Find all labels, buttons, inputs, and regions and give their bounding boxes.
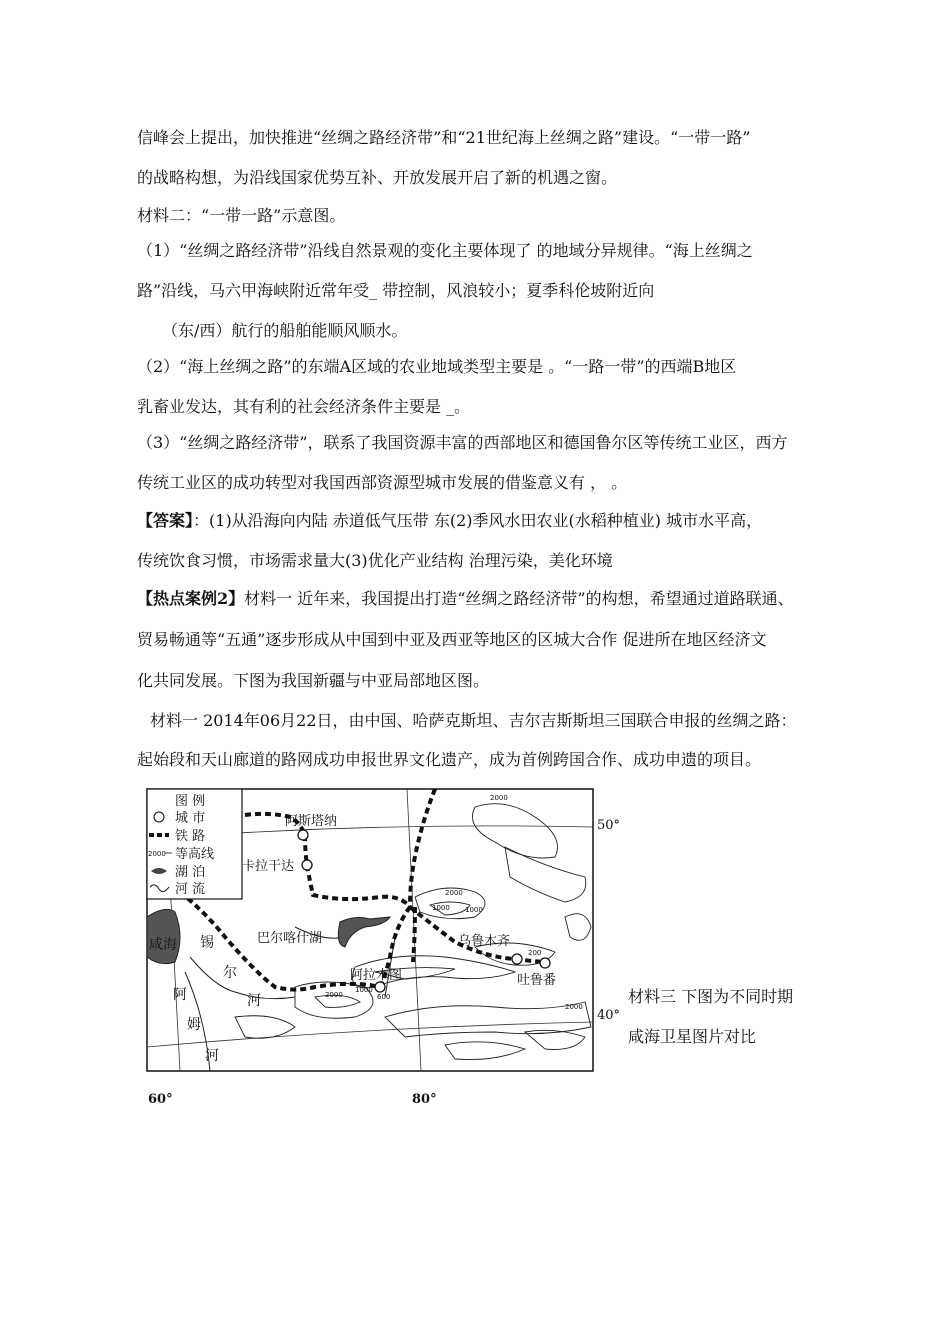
legend-rail-label: 铁 路 bbox=[175, 829, 206, 844]
label-amu-3: 河 bbox=[205, 1048, 219, 1064]
question-2-line-1: （2）“海上丝绸之路”的东端A区域的农业地域类型主要是 。“一路一带”的西端B地区 bbox=[137, 357, 737, 376]
legend-lake-label: 湖 泊 bbox=[175, 865, 206, 880]
label-syr-1: 锡 bbox=[200, 935, 214, 951]
question-1-line-1: （1）“丝绸之路经济带”沿线自然景观的变化主要体现了 的地域分异规律。“海上丝绸之 bbox=[137, 241, 753, 260]
case-line-2: 贸易畅通等“五通”逐步形成从中国到中亚及西亚等地区的区城大合作 促进所在地区经济文 bbox=[137, 630, 767, 649]
lon-60-label: 60° bbox=[148, 1092, 173, 1107]
question-3-line-2: 传统工业区的成功转型对我国西部资源型城市发展的借鉴意义有 ， 。 bbox=[137, 473, 628, 492]
label-amu-2: 姆 bbox=[187, 1017, 201, 1033]
case-text: 材料一 近年来，我国提出打造“丝绸之路经济带”的构想，希望通过道路联通、 bbox=[244, 589, 794, 608]
legend-river-label: 河 流 bbox=[175, 882, 206, 897]
silk-road-map bbox=[145, 787, 595, 1087]
svg-text:200: 200 bbox=[528, 949, 542, 957]
label-aral-sea: 咸海 bbox=[149, 937, 177, 953]
question-2-line-2: 乳畜业发达，其有利的社会经济条件主要是 _。 bbox=[137, 397, 471, 416]
city-urumqi bbox=[512, 954, 522, 964]
label-syr-2: 尔 bbox=[223, 965, 237, 981]
label-syr-3: 河 bbox=[247, 993, 261, 1009]
svg-text:600: 600 bbox=[377, 993, 391, 1001]
label-astana: 阿斯塔纳 bbox=[285, 814, 338, 829]
side-caption-2: 咸海卫星图片对比 bbox=[628, 1027, 757, 1046]
balkhash-lake bbox=[338, 917, 390, 947]
city-karaganda bbox=[302, 860, 312, 870]
legend-city-icon bbox=[154, 812, 164, 822]
city-astana bbox=[298, 830, 308, 840]
label-balkhash: 巴尔喀什湖 bbox=[257, 931, 323, 946]
city-almaty bbox=[375, 982, 385, 992]
side-caption-1: 材料三 下图为不同时期 bbox=[628, 987, 794, 1006]
para-line-3: 材料二：“一带一路”示意图。 bbox=[137, 206, 346, 225]
svg-text:1000: 1000 bbox=[465, 906, 483, 914]
svg-text:1000: 1000 bbox=[432, 904, 450, 912]
label-turpan: 吐鲁番 bbox=[517, 973, 557, 988]
label-amu-1: 阿 bbox=[173, 987, 187, 1003]
svg-text:2000: 2000 bbox=[490, 794, 508, 802]
svg-text:2000: 2000 bbox=[325, 991, 343, 999]
lat-50-label-outer: 50° bbox=[597, 818, 621, 833]
material-line-2: 起始段和天山廊道的路网成功申报世界文化遗产，成为首例跨国合作、成功申遗的项目。 bbox=[137, 750, 762, 769]
legend-contour-sample: 2000 bbox=[148, 850, 166, 858]
label-karaganda: 卡拉干达 bbox=[242, 859, 295, 874]
svg-text:2000: 2000 bbox=[565, 1003, 583, 1011]
svg-text:1000: 1000 bbox=[355, 986, 373, 994]
lon-80-label: 80° bbox=[412, 1092, 437, 1107]
svg-text:2000: 2000 bbox=[445, 889, 463, 897]
para-line-1: 信峰会上提出，加快推进“丝绸之路经济带”和“21世纪海上丝绸之路”建设。“一带一路” bbox=[137, 128, 751, 147]
question-1-line-2: 路”沿线，马六甲海峡附近常年受_ 带控制，风浪较小；夏季科伦坡附近向 bbox=[137, 281, 655, 300]
case-line-3: 化共同发展。下图为我国新疆与中亚局部地区图。 bbox=[137, 671, 490, 690]
case-line-1 bbox=[137, 588, 794, 610]
label-almaty: 阿拉木图 bbox=[350, 968, 403, 983]
answer-line-1 bbox=[137, 510, 762, 532]
legend-title: 图 例 bbox=[175, 794, 206, 809]
material-line-1: 材料一 2014年06月22日，由中国、哈萨克斯坦、吉尔吉斯斯坦三国联合申报的丝绸之路： bbox=[150, 711, 797, 730]
case-label: 【热点案例2】 bbox=[137, 589, 245, 608]
lat-40-label: 40° bbox=[597, 1008, 621, 1023]
answer-line-2: 传统饮食习惯，市场需求量大(3)优化产业结构 治理污染，美化环境 bbox=[137, 551, 613, 570]
answer-label: 【答案】 bbox=[137, 511, 194, 530]
legend-contour-label: 等高线 bbox=[175, 847, 215, 862]
question-1-line-3: （东/西）航行的船舶能顺风顺水。 bbox=[162, 321, 408, 340]
question-3-line-1: （3）“丝绸之路经济带”，联系了我国资源丰富的西部地区和德国鲁尔区等传统工业区，西方 bbox=[137, 433, 788, 452]
para-line-2: 的战略构想，为沿线国家优势互补、开放发展开启了新的机遇之窗。 bbox=[137, 168, 618, 187]
city-turpan bbox=[540, 958, 550, 968]
label-urumqi: 乌鲁木齐 bbox=[458, 934, 511, 949]
legend-city-label: 城 市 bbox=[175, 811, 206, 826]
answer-text: ：(1)从沿海向内陆 赤道低气压带 东(2)季风水田农业(水稻种植业) 城市水平高， bbox=[193, 511, 763, 530]
